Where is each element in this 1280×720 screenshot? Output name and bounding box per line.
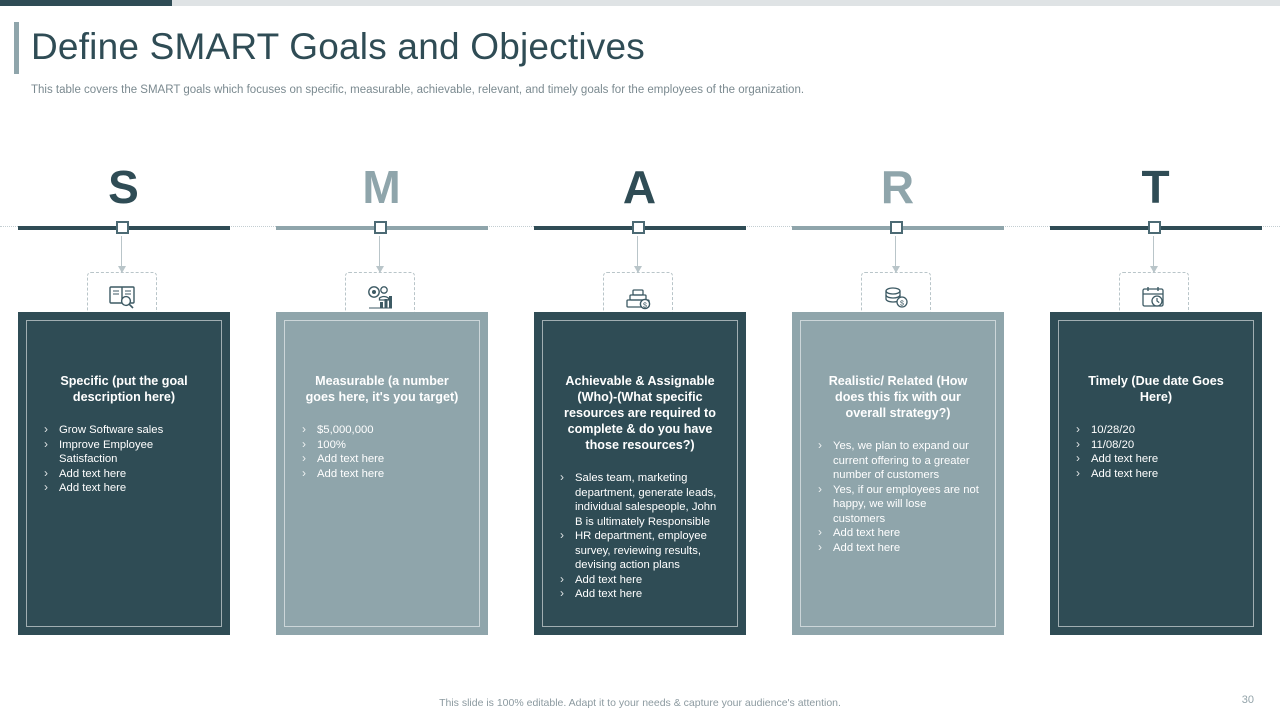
column-arrow-a [637, 236, 638, 272]
svg-text:$: $ [900, 300, 904, 308]
page-title: Define SMART Goals and Objectives [31, 26, 645, 67]
card-inner-a [542, 320, 738, 627]
card-t [1050, 312, 1262, 635]
list-item: › Add text here [815, 526, 981, 541]
column-letter-t: T [1141, 161, 1171, 213]
column-node-s [116, 221, 129, 234]
list-item: › Add text here [557, 573, 723, 588]
card-a [534, 312, 746, 635]
list-item: › Add text here [41, 467, 207, 482]
card-inner-t [1058, 320, 1254, 627]
card-list-a [557, 471, 723, 602]
card-r [792, 312, 1004, 635]
column-letter-s: S [108, 161, 140, 213]
card-list-t [1073, 423, 1239, 481]
card-inner-r [800, 320, 996, 627]
list-item: › Add text here [557, 587, 723, 602]
card-list-s [41, 423, 207, 496]
card-inner-m [284, 320, 480, 627]
list-item: › Add text here [41, 481, 207, 496]
column-node-r [890, 221, 903, 234]
column-letter-a: A [622, 161, 658, 213]
title-left-rail [14, 22, 19, 74]
card-s [18, 312, 230, 635]
column-arrow-m [379, 236, 380, 272]
list-item: › Grow Software sales [41, 423, 207, 438]
list-item: › Sales team, marketing department, generate leads, individual salespeople, John B is ultimately Responsible [557, 471, 723, 529]
card-heading-s: Specific (put the goal description here) [60, 374, 188, 404]
list-item: › Yes, we plan to expand our current offering to a greater number of customers [815, 439, 981, 483]
card-list-m [299, 423, 465, 481]
card-heading-m: Measurable (a number goes here, it's you target) [305, 374, 459, 404]
card-inner-s [26, 320, 222, 627]
column-node-m [374, 221, 387, 234]
top-accent-bar-highlight [0, 0, 172, 6]
list-item: › 10/28/20 [1073, 423, 1239, 438]
column-arrow-r [895, 236, 896, 272]
svg-text:$: $ [643, 302, 647, 310]
list-item: › Improve Employee Satisfaction [41, 438, 207, 467]
card-heading-a: Achievable & Assignable (Who)-(What specific resources are required to complete & do you have those resources?) [564, 374, 716, 452]
list-item: › $5,000,000 [299, 423, 465, 438]
column-arrow-t [1153, 236, 1154, 272]
list-item: › 11/08/20 [1073, 438, 1239, 453]
card-heading-t: Timely (Due date Goes Here) [1088, 374, 1224, 404]
column-arrow-s [121, 236, 122, 272]
card-list-r [815, 439, 981, 555]
list-item: › Add text here [1073, 452, 1239, 467]
top-accent-bar [0, 0, 1280, 6]
list-item: › Add text here [815, 541, 981, 556]
list-item: › Add text here [299, 467, 465, 482]
footer-note: This slide is 100% editable. Adapt it to your needs & capture your audience's attention. [439, 697, 841, 709]
column-letter-r: R [880, 161, 916, 213]
list-item: › Add text here [1073, 467, 1239, 482]
column-letter-m: M [362, 161, 402, 213]
card-heading-r: Realistic/ Related (How does this fix with our overall strategy?) [828, 374, 968, 420]
list-item: › 100% [299, 438, 465, 453]
column-node-t [1148, 221, 1161, 234]
list-item: › Yes, if our employees are not happy, we will lose customers [815, 483, 981, 527]
column-node-a [632, 221, 645, 234]
page-subtitle: This table covers the SMART goals which focuses on specific, measurable, achievable, relevant, and timely goals for the employees of the organization. [31, 84, 805, 96]
page-number: 30 [1241, 694, 1254, 706]
list-item: › HR department, employee survey, reviewing results, devising action plans [557, 529, 723, 573]
list-item: › Add text here [299, 452, 465, 467]
card-m [276, 312, 488, 635]
